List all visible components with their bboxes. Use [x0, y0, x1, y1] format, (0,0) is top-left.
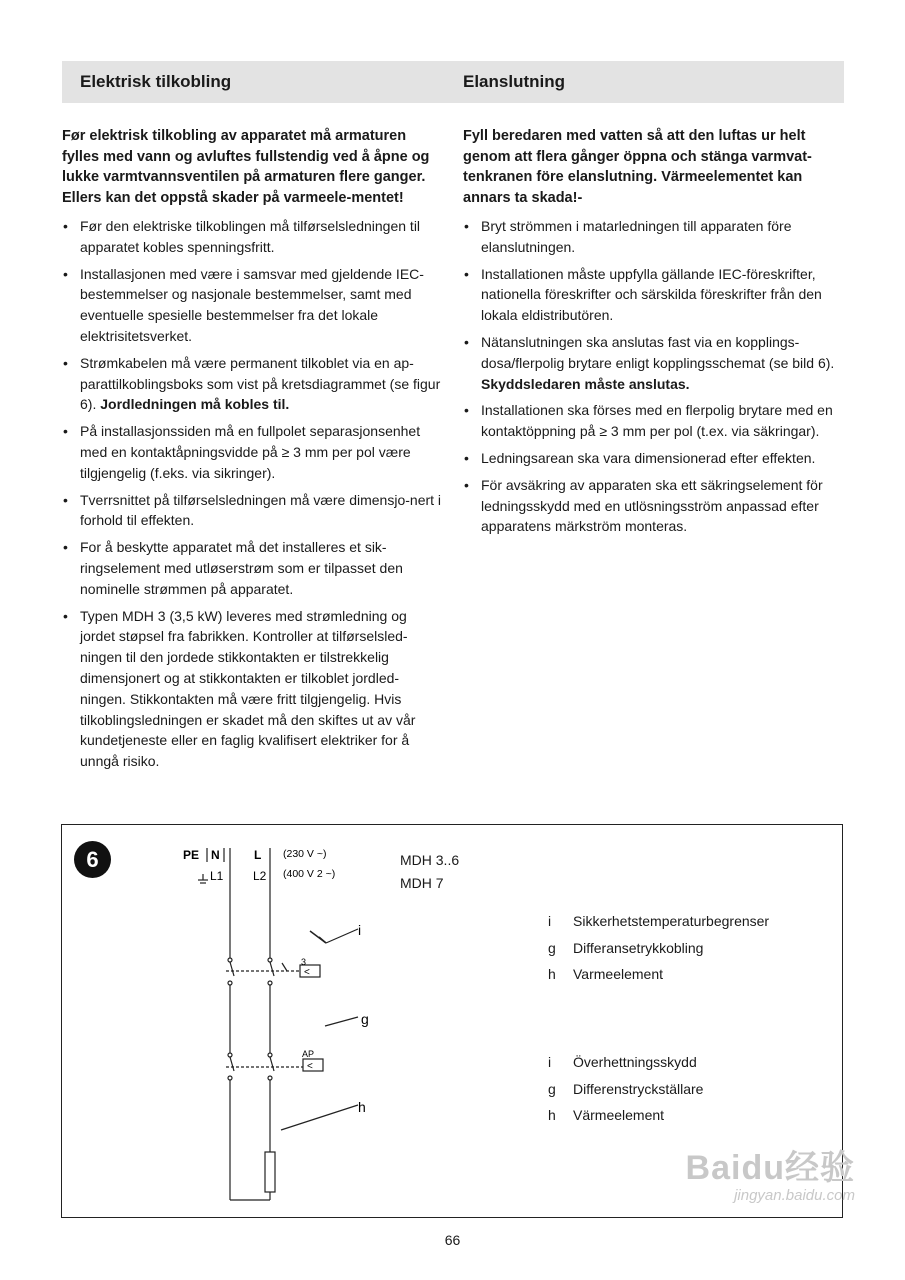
watermark-logo: Baidu经验 [685, 1149, 855, 1187]
list-item: • Før den elektriske tilkoblingen må tilførselsledningen til apparatet kobles spenningsfritt. [62, 216, 442, 258]
label-pe: PE [183, 848, 200, 862]
right-lead-warning: Fyll beredaren med vatten så att den luftas ur helt genom att flera gånger öppna och stänga varmvat-tenkranen före elanslutning. Värmeelementet kan annars ta skada!- [463, 128, 812, 206]
callout-g: g [361, 1011, 369, 1027]
list-item: • Tverrsnittet på tilførselsledningen må være dimensjo-nert i forhold til effekten. [62, 490, 442, 532]
legend-sv-row: h Värmeelement [548, 1107, 665, 1123]
model-label: MDH 7 [400, 875, 444, 891]
legend-no-row: i Sikkerhetstemperaturbegrenser [548, 913, 770, 929]
watermark [645, 1140, 855, 1204]
left-column [62, 126, 442, 778]
callout-i: i [358, 922, 362, 938]
label-switch-lt: < [307, 1061, 313, 1072]
watermark-url: jingyan.baidu.com [734, 1187, 855, 1204]
list-item: • På installasjonssiden må en fullpolet separasjonsenhet med en kontaktåpningsvidde på ≥ 3 mm per pol være tilgjengelig (f.eks. via sikringer). [62, 421, 442, 483]
right-bullet-list [463, 216, 844, 537]
page-number: 66 [444, 1232, 461, 1248]
label-ap: AP [302, 1049, 315, 1059]
label-l1: L1 [210, 869, 224, 883]
figure-number-badge: 6 [74, 841, 111, 878]
model-label: MDH 3..6 [400, 852, 460, 868]
label-contact-3: 3 [301, 957, 307, 967]
label-l: L [254, 848, 262, 862]
list-item: • For å beskytte apparatet må det installeres et sik-ringselement med utløserstrøm som er tilpasset den nominelle strømmen på apparatet. [62, 537, 442, 599]
label-l2: L2 [253, 869, 267, 883]
label-n: N [211, 848, 220, 862]
label-thermostat-lt: < [304, 967, 310, 978]
legend-sv-row: i Överhettningsskydd [548, 1054, 697, 1070]
label-400v: (400 V 2 ~) [283, 868, 336, 880]
list-item: • Typen MDH 3 (3,5 kW) leveres med strømledning og jordet støpsel fra fabrikken. Kontroller at tilførselsled-ningen til den jordede stikkontakten er tilstrekkelig dimensjonert og at stikkontakten er tilkoblet jordled-ningen. Stikkontakten må være fritt tilgjengelig. Hvis tilkoblingsledningen er skadet må den skiftes ut av vår kundetjeneste eller en faglig kvalifisert elektriker for å unngå risiko. [62, 606, 442, 772]
legend-no-row: g Differansetrykkobling [548, 940, 704, 956]
list-item: • Installationen måste uppfylla gällande IEC-föreskrifter, nationella föreskrifter och särskilda föreskrifter från den lokala eldistributören. [463, 264, 844, 326]
pressure-switch-symbol [303, 1059, 323, 1071]
left-section-title: Elektrisk tilkobling [80, 72, 232, 91]
list-item: • Nätanslutningen ska anslutas fast via en kopplings-dosa/flerpolig brytare enligt kopplingsschemat (se bild 6). Skyddsledaren måste anslutas. [463, 332, 844, 394]
list-item: • Installasjonen med være i samsvar med gjeldende IEC-bestemmelser og nasjonale bestemmelser, samt med eventuelle spesielle bestemmelser fra det lokale elektrisitetsverket. [62, 264, 442, 347]
right-section-title: Elanslutning [463, 72, 565, 91]
wiring-schematic [170, 840, 400, 1210]
list-item: • Ledningsarean ska vara dimensionerad efter effekten. [463, 448, 844, 469]
heating-element-symbol [265, 1152, 275, 1192]
left-lead-warning: Før elektrisk tilkobling av apparatet må armaturen fylles med vann og avluftes fullstendig ved å åpne og lukke varmtvannsventilen på armaturen flere ganger. Ellers kan det oppstå skader på varmeele-mentet! [62, 128, 430, 206]
list-item: • Bryt strömmen i matarledningen till apparaten före elanslutningen. [463, 216, 844, 258]
legend-sv-row: g Differenstryckställare [548, 1081, 704, 1097]
legend-no-row: h Varmeelement [548, 966, 664, 982]
label-230v: (230 V ~) [283, 848, 327, 860]
list-item: • För avsäkring av apparaten ska ett säkringselement för ledningsskydd med en utlösningsström anpassad efter apparatens märkström monteras. [463, 475, 844, 537]
list-item: • Installationen ska förses med en flerpolig brytare med en kontaktöppning på ≥ 3 mm per pol (t.ex. via säkringar). [463, 400, 844, 442]
left-bullet-list [62, 216, 442, 772]
list-item: • Strømkabelen må være permanent tilkoblet via en ap-parattilkoblingsboks som vist på kretsdiagrammet (se figur 6). Jordledningen må kobles til. [62, 353, 442, 415]
callout-h: h [358, 1099, 366, 1115]
right-column [463, 126, 844, 543]
